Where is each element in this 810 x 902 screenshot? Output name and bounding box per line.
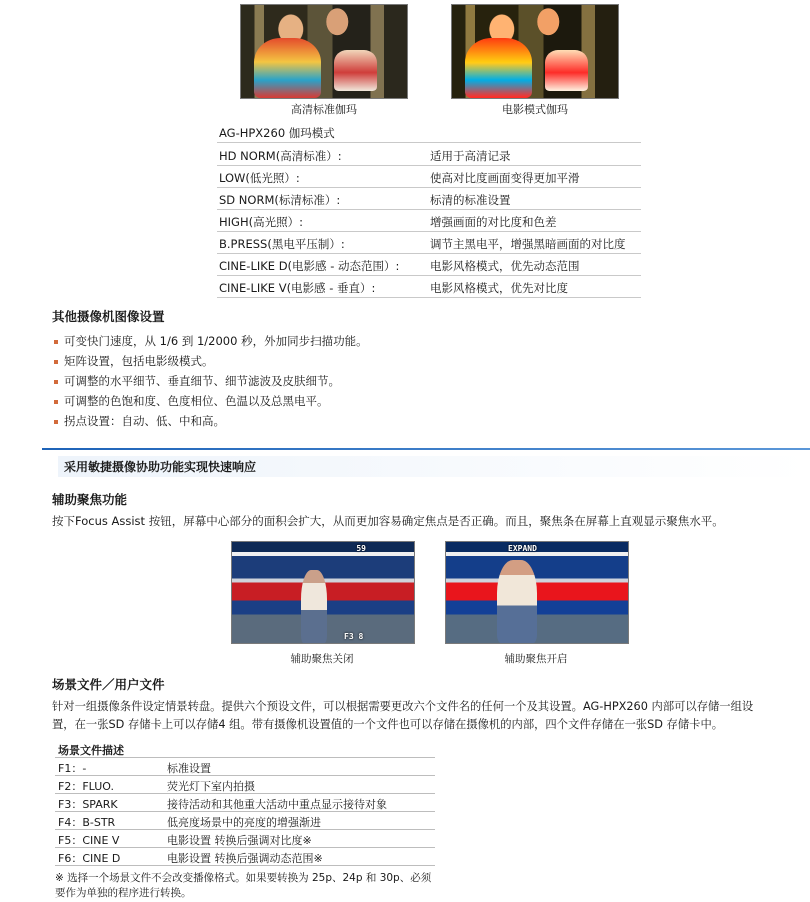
focus-assist-on-photo — [445, 541, 629, 644]
gamma-mode: HD NORM(高清标准）: — [219, 149, 342, 163]
gamma-desc: 电影风格模式，优先对比度 — [430, 281, 568, 295]
other-settings-heading: 其他摄像机图像设置 — [52, 309, 165, 324]
scene-file-desc: 接待活动和其他重大活动中重点显示接待对象 — [167, 798, 387, 811]
focus-assist-off-caption: 辅助聚焦关闭 — [290, 653, 354, 665]
scene-file-heading: 场景文件／用户文件 — [52, 677, 165, 692]
focus-assist-heading: 辅助聚焦功能 — [52, 492, 128, 507]
scene-file-key: F5：CINE V — [58, 834, 120, 847]
scene-file-desc: 低亮度场景中的亮度的增强渐进 — [167, 816, 321, 829]
table-row — [55, 758, 435, 776]
table-row — [217, 143, 641, 166]
focus-assist-off-photo — [231, 541, 415, 644]
table-row — [55, 830, 435, 848]
gamma-table-title-row — [217, 120, 641, 143]
table-row — [217, 187, 641, 210]
hd-standard-gamma-photo — [240, 4, 408, 99]
gamma-mode: CINE-LIKE V(电影感 - 垂直）: — [219, 281, 376, 295]
scene-file-desc: 电影设置 转换后强调动态范围※ — [167, 852, 323, 865]
gamma-desc: 使高对比度画面变得更加平滑 — [430, 171, 580, 185]
table-row — [217, 231, 641, 254]
table-row — [217, 165, 641, 188]
gamma-desc: 电影风格模式，优先动态范围 — [430, 259, 580, 273]
scene-file-key: F1：- — [58, 762, 87, 775]
osd-expand-label: EXPAND — [508, 544, 537, 553]
gamma-desc: 标清的标准设置 — [430, 193, 511, 207]
scene-file-key: F4：B-STR — [58, 816, 116, 829]
gamma-mode: LOW(低光照）: — [219, 171, 300, 185]
list-item: 矩阵设置，包括电影级模式。 — [54, 353, 214, 369]
table-row — [55, 848, 435, 866]
scene-file-key: F2：FLUO. — [58, 780, 114, 793]
list-item: 拐点设置：自动、低、中和高。 — [54, 413, 225, 429]
scene-table-title-row — [55, 740, 435, 758]
cinema-gamma-caption: 电影模式伽玛 — [502, 103, 568, 116]
gamma-desc: 增强画面的对比度和色差 — [430, 215, 557, 229]
gamma-mode: CINE-LIKE D(电影感 - 动态范围）: — [219, 259, 400, 273]
gamma-mode: HIGH(高光照）: — [219, 215, 303, 229]
osd-top-readout: 59 — [356, 544, 366, 553]
table-row — [217, 275, 641, 298]
scene-file-desc: 荧光灯下室内拍摄 — [167, 780, 255, 793]
table-row — [55, 812, 435, 830]
focus-assist-description: 按下Focus Assist 按钮，屏幕中心部分的面积会扩大，从而更加容易确定焦点是否正确。而且，聚焦条在屏幕上直观显示聚焦水平。 — [52, 514, 724, 528]
scene-file-description-line2: 置，在一张SD 存储卡上可以存储4 组。带有摄像机设置值的一个文件也可以存储在摄像机的内部，四个文件存储在一张SD 存储卡中。 — [52, 718, 724, 731]
scene-file-description-line1: 针对一组摄像条件设定情景转盘。提供六个预设文件，可以根据需要更改六个文件名的任何一个及其设置。AG-HPX260 内部可以存储一组设 — [52, 700, 754, 713]
section-divider — [42, 448, 810, 450]
table-row — [217, 209, 641, 232]
cinema-gamma-photo — [451, 4, 619, 99]
scene-file-key: F3：SPARK — [58, 798, 118, 811]
osd-bottom-readout: F3 8 — [344, 632, 364, 641]
table-row — [55, 794, 435, 812]
gamma-desc: 调节主黑电平，增强黑暗画面的对比度 — [430, 237, 626, 251]
gamma-mode: SD NORM(标清标准）: — [219, 193, 341, 207]
list-item: 可调整的水平细节、垂直细节、细节滤波及皮肤细节。 — [54, 373, 340, 389]
hd-standard-gamma-caption: 高清标准伽玛 — [291, 103, 357, 116]
scene-file-note-line1: ※ 选择一个场景文件不会改变播像格式。如果要转换为 25p、24p 和 30p、必须 — [55, 872, 432, 884]
scene-file-desc: 标准设置 — [167, 762, 211, 775]
gamma-desc: 适用于高清记录 — [430, 149, 511, 163]
scene-file-desc: 电影设置 转换后强调对比度※ — [167, 834, 312, 847]
gamma-mode: B.PRESS(黑电平压制）: — [219, 237, 345, 251]
list-item: 可调整的色饱和度、色度相位、色温以及总黑电平。 — [54, 393, 329, 409]
gamma-table-title: AG-HPX260 伽玛模式 — [219, 126, 335, 140]
list-item: 可变快门速度，从 1/6 到 1/2000 秒，外加同步扫描功能。 — [54, 333, 368, 349]
scene-file-note-line2: 要作为单独的程序进行转换。 — [55, 887, 192, 899]
table-row — [217, 253, 641, 276]
scene-file-key: F6：CINE D — [58, 852, 121, 865]
section-title: 采用敏捷摄像协助功能实现快速响应 — [58, 456, 810, 477]
table-row — [55, 776, 435, 794]
focus-assist-on-caption: 辅助聚焦开启 — [504, 653, 568, 665]
scene-table-title: 场景文件描述 — [58, 744, 124, 757]
